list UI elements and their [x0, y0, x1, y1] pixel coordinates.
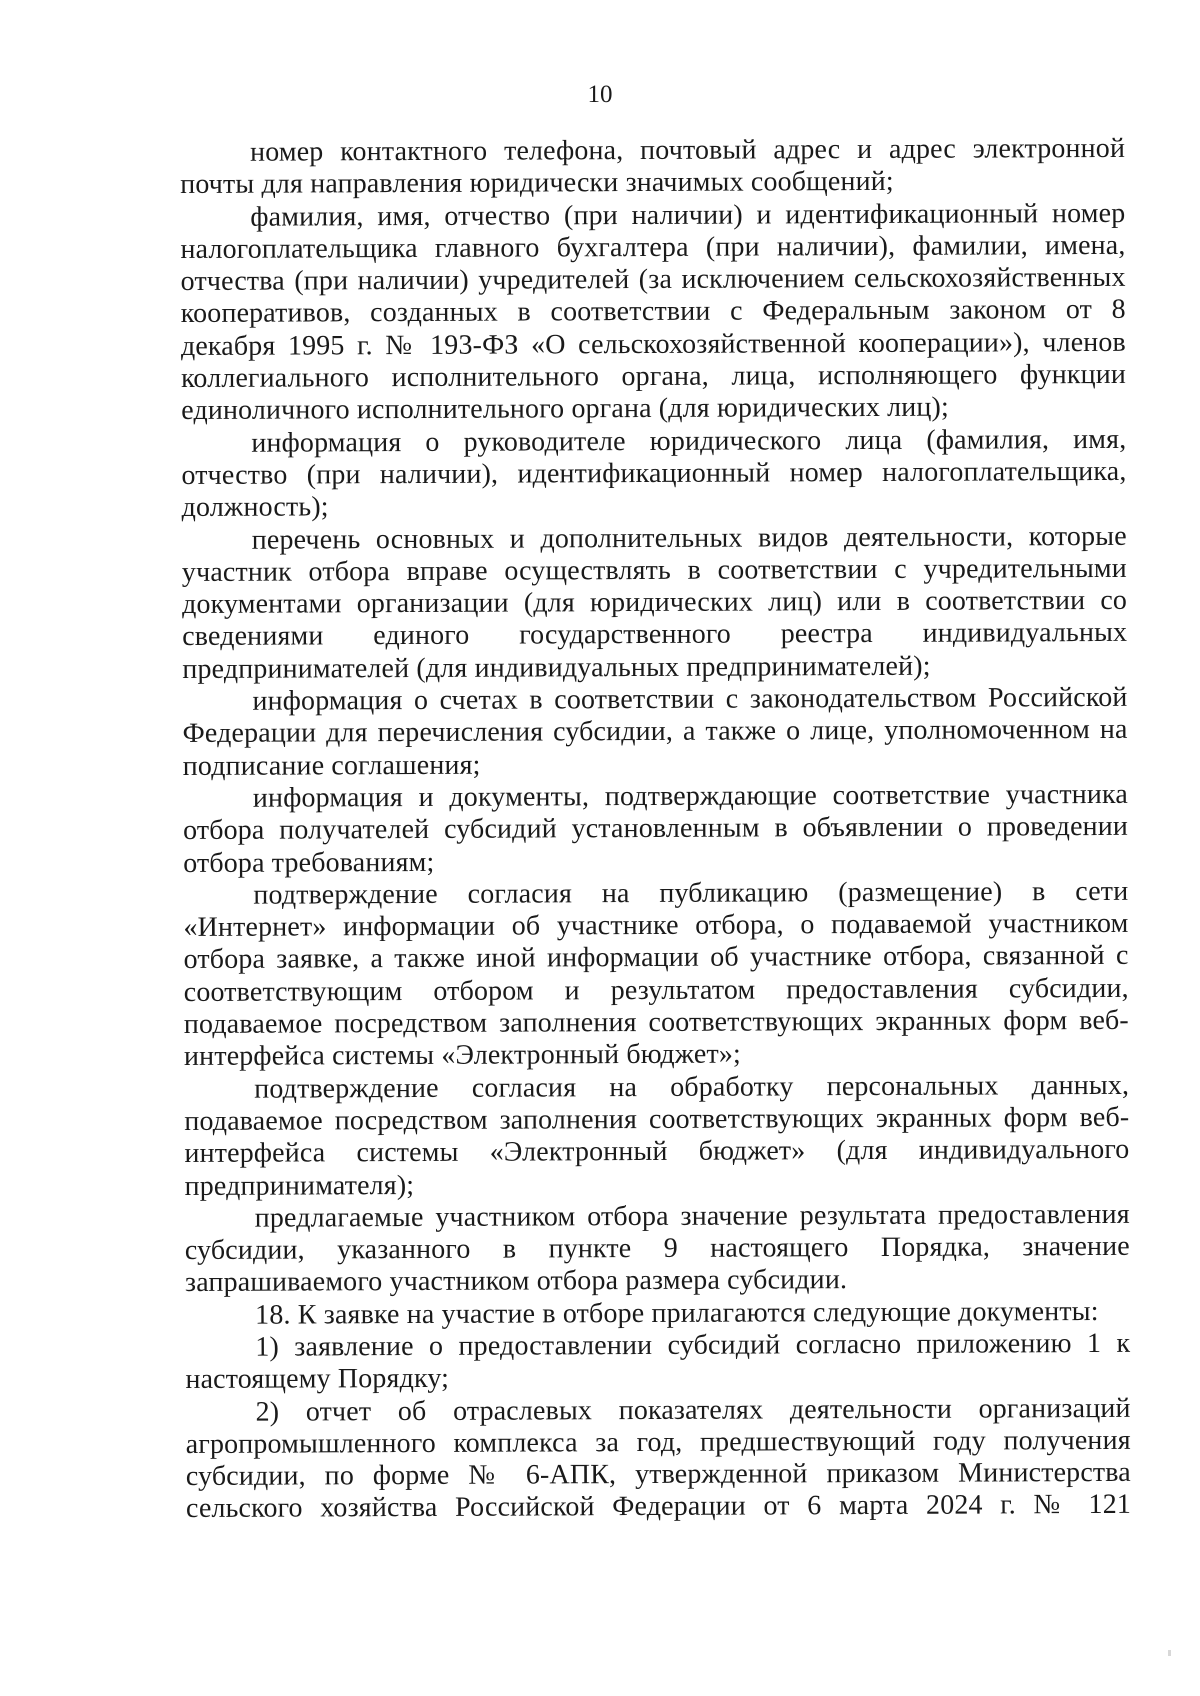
paragraph-result-values: предлагаемые участником отбора значение результата предоставления субсидии, указанного в пункте 9 настоящего Порядка, значение запрашиваемого участником отбора размера субсидии. — [184, 1198, 1130, 1299]
paragraph-item-18-2: 2) отчет об отраслевых показателях деятельности организаций агропромышленного комплекса за год, предшествующий году получения субсидии, по форме № 6-АПК, утвержденной приказом Министерства сельского хозяйства Российской Федерации от 6 марта 2024 г. № 121 — [185, 1392, 1132, 1525]
paragraph-item-18: 18. К заявке на участие в отборе прилагаются следующие документы: — [255, 1295, 1099, 1331]
paragraph-chief-accountant-founders: фамилия, имя, отчество (при наличии) и идентификационный номер налогоплательщика главного бухгалтера (при наличии), фамилии, имена, отчества (при наличии) учредителей (за исключением сельскохозяйственных кооперативов, созданных в соответствии с Федеральным законом от 8 декабря 1995 г. № 193-ФЗ «О сельскохозяйственной кооперации»), членов коллегиального исполнительного органа, лица, исполняющего функции единоличного исполнительного органа (для юридических лиц); — [180, 197, 1127, 427]
page-number: 10 — [587, 81, 613, 108]
paragraph-compliance-documents: информация и документы, подтверждающие соответствие участника отбора получателей субсидий установленным в объявлении о проведении отбора требованиям; — [182, 778, 1129, 879]
paragraph-activity-types: перечень основных и дополнительных видов деятельности, которые участник отбора вправе осуществлять в соответствии с учредительными документами организации (для юридических лиц) или в соответствии со сведениями единого государственного реестра индивидуальных предпринимателей (для индивидуальных предпринимателей); — [181, 520, 1128, 685]
paragraph-contact-info: номер контактного телефона, почтовый адрес и адрес электронной почты для направления юридически значимых сообщений; — [180, 132, 1126, 201]
paragraph-publication-consent: подтверждение согласия на публикацию (размещение) в сети «Интернет» информации об участнике отбора, о подаваемой участником отбора заявке, а также иной информации об участнике отбора, связанной с соответствующим отбором и результатом предоставления субсидии, подаваемое посредством заполнения соответствующих экранных форм веб-интерфейса системы «Электронный бюджет»; — [183, 875, 1129, 1073]
document-body — [180, 133, 1131, 1526]
paragraph-personal-data-consent: подтверждение согласия на обработку персональных данных, подаваемое посредством заполнения соответствующих экранных форм веб-интерфейса системы «Электронный бюджет» (для индивидуального предпринимателя); — [184, 1069, 1130, 1202]
paragraph-head-of-entity: информация о руководителе юридического лица (фамилия, имя, отчество (при наличии), идентификационный номер налогоплательщика, должность); — [181, 423, 1127, 524]
scan-artifact — [1168, 1650, 1171, 1656]
paragraph-item-18-1: 1) заявление о предоставлении субсидий согласно приложению 1 к настоящему Порядку; — [185, 1327, 1131, 1396]
paragraph-bank-accounts: информация о счетах в соответствии с законодательством Российской Федерации для перечисления субсидии, а также о лице, уполномоченном на подписание соглашения; — [182, 681, 1128, 782]
